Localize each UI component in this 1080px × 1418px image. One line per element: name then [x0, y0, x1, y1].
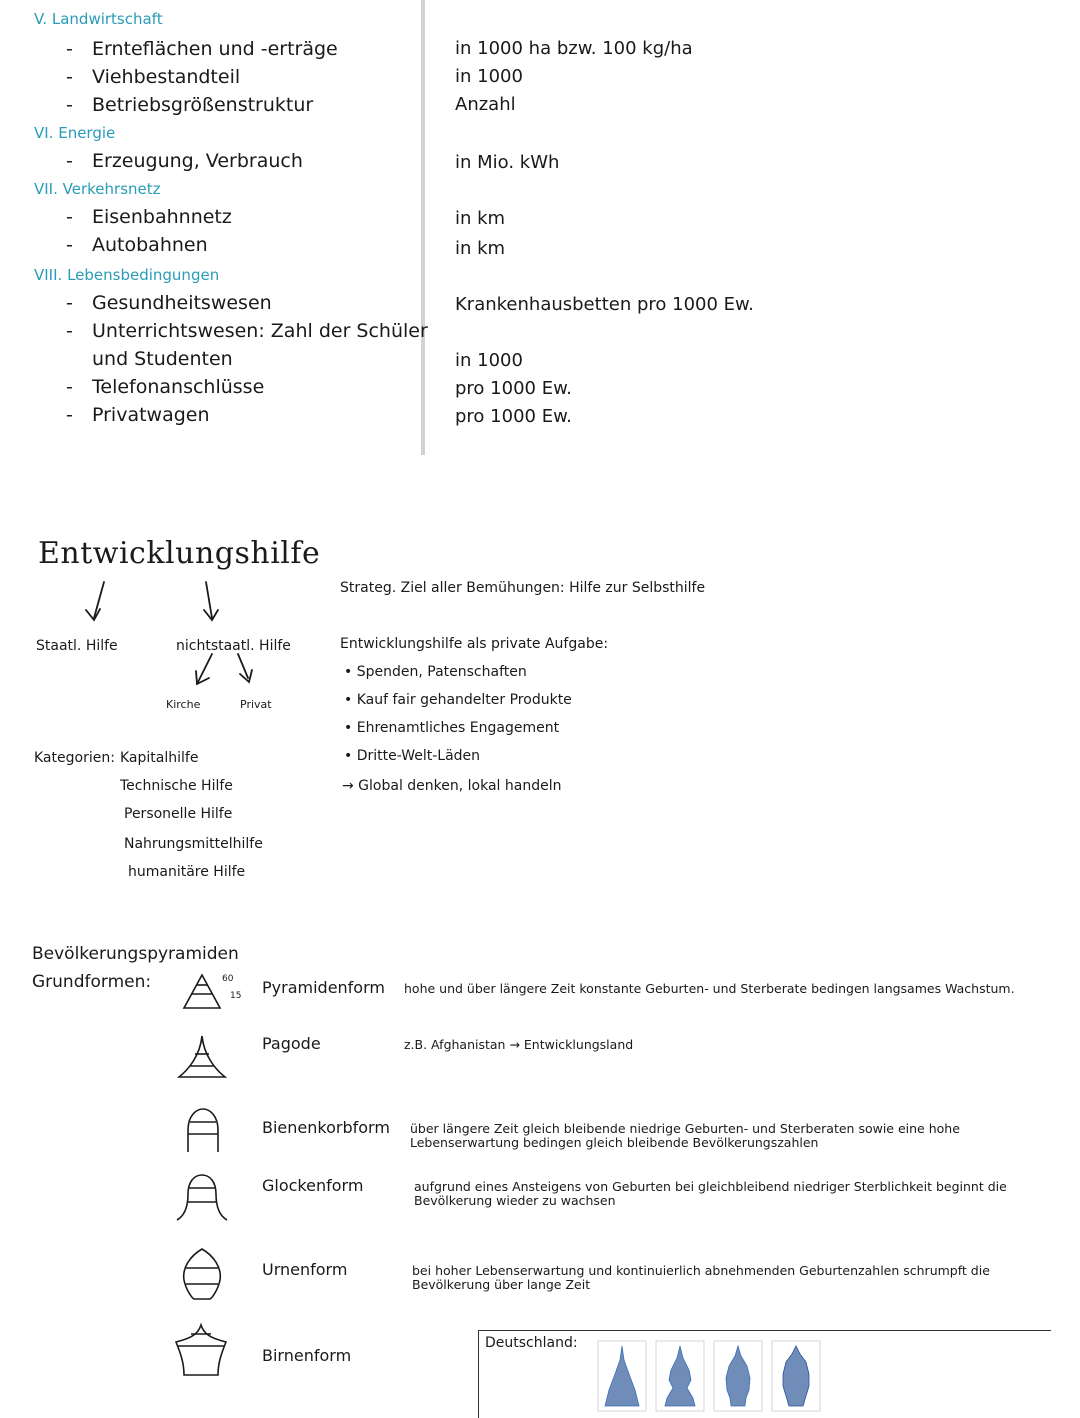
aid-motto: → Global denken, lokal handeln: [342, 778, 562, 794]
aid-category-4: humanitäre Hilfe: [128, 864, 246, 880]
aid-private-item-2: • Ehrenamtliches Engagement: [344, 720, 560, 736]
aid-arrows-icon: [60, 578, 280, 688]
form-name-urne: Urnenform: [262, 1260, 348, 1279]
aid-state: Staatl. Hilfe: [36, 638, 118, 654]
form-desc-pagode: z.B. Afghanistan → Entwicklungsland: [404, 1037, 634, 1052]
aid-category-3: Nahrungsmittelhilfe: [124, 836, 263, 852]
unit-ernteflaechen: in 1000 ha bzw. 100 kg/ha: [455, 38, 693, 59]
aid-nonstate: nichtstaatl. Hilfe: [176, 638, 291, 654]
aid-private-item-3: • Dritte-Welt-Läden: [344, 748, 481, 764]
germany-pyramid-3-icon: [713, 1340, 763, 1412]
age-label-mid: 15: [230, 991, 242, 1001]
item-telefon: Telefonanschlüsse: [92, 376, 265, 398]
unit-betriebsgroessen: Anzahl: [455, 94, 516, 115]
item-ernteflaechen: Ernteflächen und -erträge: [92, 38, 338, 60]
item-eisenbahnnetz: Eisenbahnnetz: [92, 206, 232, 228]
aid-private: Privat: [240, 698, 272, 711]
unit-schueler: in 1000: [455, 350, 523, 371]
heading-verkehrsnetz: VII. Verkehrsnetz: [34, 180, 161, 198]
pagoda-shape-icon: [176, 1032, 230, 1082]
unit-autobahn: in km: [455, 238, 506, 259]
aid-private-item-1: • Kauf fair gehandelter Produkte: [344, 692, 572, 708]
form-name-glocke: Glockenform: [262, 1176, 364, 1195]
item-autobahnen: Autobahnen: [92, 234, 208, 256]
germany-box: [478, 1330, 1051, 1418]
item-erzeugung: Erzeugung, Verbrauch: [92, 150, 303, 172]
form-name-pagode: Pagode: [262, 1034, 321, 1053]
form-desc-pyramide: hohe und über längere Zeit konstante Geburten- und Sterberate bedingen langsames Wachstum.: [404, 981, 1015, 996]
item-studenten: und Studenten: [92, 348, 233, 370]
section-divider: [421, 0, 425, 455]
heading-lebensbedingungen: VIII. Lebensbedingungen: [34, 266, 220, 284]
pear-shape-icon: [170, 1322, 232, 1378]
unit-energie: in Mio. kWh: [455, 152, 560, 173]
pyramids-subtitle: Grundformen:: [32, 972, 152, 992]
form-desc-urne: bei hoher Lebenserwartung und kontinuierlich abnehmenden Geburtenzahlen schrumpft die Bevölkerung über lange Zeit: [412, 1263, 990, 1292]
heading-energie: VI. Energie: [34, 124, 116, 142]
aid-goal: Strateg. Ziel aller Bemühungen: Hilfe zur Selbsthilfe: [340, 580, 706, 596]
germany-pyramid-2-icon: [655, 1340, 705, 1412]
form-desc-glocke: aufgrund eines Ansteigens von Geburten bei gleichbleibend niedriger Sterblichkeit beginnt die Bevölkerung wieder zu wachsen: [414, 1179, 1007, 1208]
item-betriebsgroessen: Betriebsgrößenstruktur: [92, 94, 314, 116]
age-label-top: 60: [222, 974, 234, 984]
aid-private-item-0: • Spenden, Patenschaften: [344, 664, 527, 680]
germany-pyramid-1-icon: [597, 1340, 647, 1412]
aid-categories-label: Kategorien:: [34, 750, 115, 766]
form-name-birne: Birnenform: [262, 1346, 352, 1365]
aid-category-2: Personelle Hilfe: [124, 806, 233, 822]
form-desc-bienenkorb: über längere Zeit gleich bleibende niedrige Geburten- und Sterberaten sowie eine hohe Lebenserwartung bedingen gleich bleibende Bevölkerungszahlen: [410, 1121, 960, 1150]
aid-category-0: Kapitalhilfe: [120, 750, 199, 766]
beehive-shape-icon: [180, 1106, 226, 1156]
unit-telefon: pro 1000 Ew.: [455, 378, 572, 399]
unit-krankenhaus: Krankenhausbetten pro 1000 Ew.: [455, 294, 754, 315]
aid-category-1: Technische Hilfe: [120, 778, 233, 794]
germany-pyramid-4-icon: [771, 1340, 821, 1412]
germany-label: Deutschland:: [485, 1335, 578, 1351]
aid-private-heading: Entwicklungshilfe als private Aufgabe:: [340, 636, 609, 652]
item-gesundheitswesen: Gesundheitswesen: [92, 292, 272, 314]
item-privatwagen: Privatwagen: [92, 404, 210, 426]
unit-eisenbahn: in km: [455, 208, 506, 229]
form-name-bienenkorb: Bienenkorbform: [262, 1118, 390, 1137]
bell-shape-icon: [174, 1172, 230, 1224]
pyramids-title: Bevölkerungspyramiden: [32, 944, 239, 964]
item-unterrichtswesen: Unterrichtswesen: Zahl der Schüler: [92, 320, 428, 342]
heading-landwirtschaft: V. Landwirtschaft: [34, 10, 163, 28]
aid-title: Entwicklungshilfe: [38, 536, 321, 571]
aid-church: Kirche: [166, 698, 201, 711]
urn-shape-icon: [178, 1246, 226, 1302]
unit-viehbestand: in 1000: [455, 66, 523, 87]
form-name-pyramide: Pyramidenform: [262, 978, 385, 997]
unit-privatwagen: pro 1000 Ew.: [455, 406, 572, 427]
item-viehbestand: Viehbestandteil: [92, 66, 241, 88]
